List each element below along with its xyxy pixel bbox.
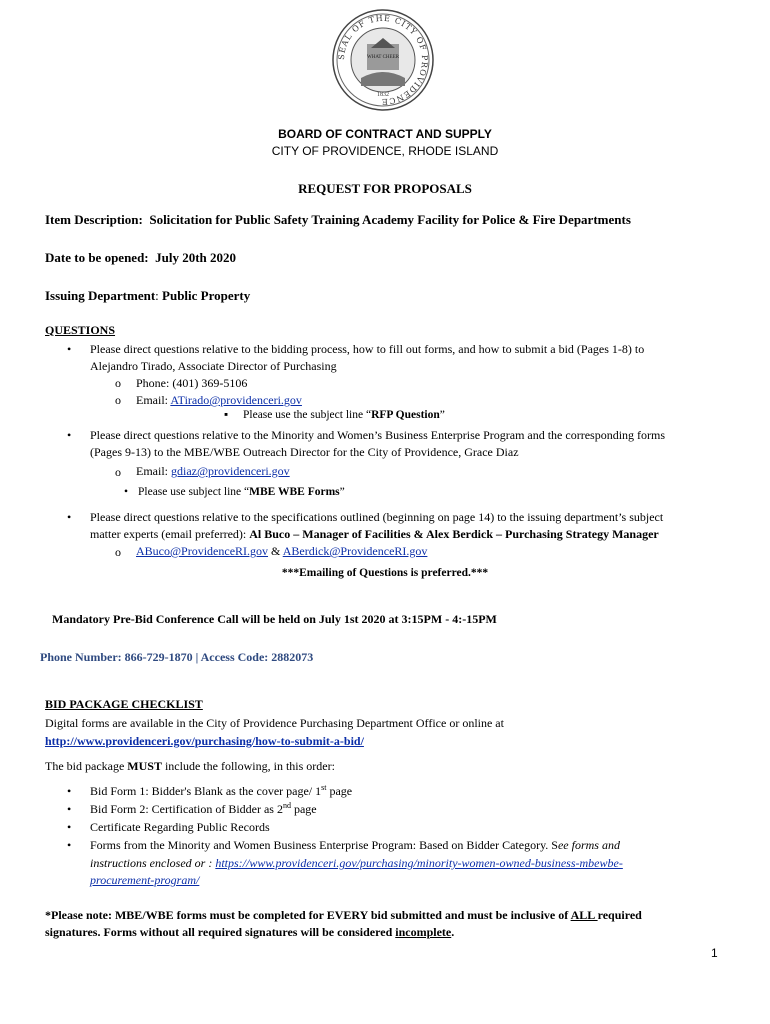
conference-phone: Phone Number: 866-729-1870 | Access Code: 2882073 <box>40 650 314 664</box>
item1-sup: st <box>321 783 327 792</box>
item-description-value: Solicitation for Public Safety Training Academy Facility for Police & Fire Departments <box>149 212 631 227</box>
item-description <box>45 212 631 228</box>
q3-email-line <box>136 544 427 559</box>
square-bullet-icon: • <box>124 486 129 498</box>
bullet-icon: • <box>67 428 72 442</box>
email-link-berdick[interactable]: ABerdick@ProvidenceRI.gov <box>282 544 428 558</box>
subject-mbe-wbe-forms: MBE WBE Forms <box>249 486 340 498</box>
city-heading: CITY OF PROVIDENCE, RHODE ISLAND <box>271 144 499 158</box>
checklist-item-4-line2 <box>90 856 623 871</box>
questions-heading: QUESTIONS <box>45 323 116 337</box>
email-label: Email: <box>136 393 168 407</box>
board-heading: BOARD OF CONTRACT AND SUPPLY <box>278 127 492 141</box>
q1-phone: Phone: (401) 369-5106 <box>136 376 248 390</box>
item4-italic: ee forms and <box>557 838 620 852</box>
q2-line2: (Pages 9-13) to the MBE/WBE Outreach Director for the City of Providence, Grace Diaz <box>90 445 519 459</box>
item2-text: Bid Form 2: Certification of Bidder as 2 <box>90 802 283 816</box>
city-seal <box>331 8 435 112</box>
ampersand: & <box>271 544 281 558</box>
q3-contacts: Al Buco – Manager of Facilities & Alex Berdick – Purchasing Strategy Manager <box>249 527 659 541</box>
checklist-item-4 <box>90 838 620 853</box>
item-description-label: Item Description: <box>45 212 143 227</box>
page-number: 1 <box>711 946 718 960</box>
how-to-submit-link[interactable]: http://www.providenceri.gov/purchasing/how-to-submit-a-bid/ <box>45 734 364 748</box>
circle-bullet-icon: o <box>115 465 121 479</box>
checklist-heading: BID PACKAGE CHECKLIST <box>45 697 203 711</box>
q1-line1: Please direct questions relative to the bidding process, how to fill out forms, and how to submit a bid (Pages 1-8) to <box>90 342 645 356</box>
document-title: REQUEST FOR PROPOSALS <box>298 181 472 196</box>
email-link-tirado[interactable]: ATirado@providenceri.gov <box>170 393 302 407</box>
item1-text: Bid Form 1: Bidder's Blank as the cover page/ 1 <box>90 784 322 798</box>
email-label: Email: <box>136 464 168 478</box>
item4-line2-text: instructions enclosed or : <box>90 856 216 870</box>
subject-line-rfp <box>243 409 445 421</box>
bullet-icon: • <box>67 802 72 816</box>
must-word: MUST <box>127 759 162 773</box>
emailing-preferred-note: ***Emailing of Questions is preferred.*** <box>281 567 489 579</box>
q3-line2-pre: matter experts (email preferred): <box>90 527 250 541</box>
circle-bullet-icon: o <box>115 545 121 559</box>
checklist-item-2 <box>90 802 317 817</box>
department-label: Issuing Department <box>45 288 156 303</box>
mbe-wbe-program-link[interactable]: https://www.providenceri.gov/purchasing/minority-women-owned-business-mbewbe- <box>215 856 623 870</box>
note-line2 <box>45 925 454 940</box>
must-include <box>45 759 335 774</box>
q2-line1: Please direct questions relative to the Minority and Women’s Business Enterprise Program and the corresponding forms <box>90 428 666 442</box>
q3-line2 <box>90 527 659 542</box>
checklist-item-1 <box>90 784 352 799</box>
q2-email-line <box>136 464 290 479</box>
item2-post: page <box>290 802 317 816</box>
bullet-icon: • <box>67 510 72 524</box>
conference-notice: Mandatory Pre-Bid Conference Call will be held on July 1st 2020 at 3:15PM - 4:-15PM <box>52 612 497 626</box>
bullet-icon: • <box>67 820 72 834</box>
square-bullet-icon: ▪ <box>224 409 229 421</box>
subject-post: ” <box>439 409 445 421</box>
note-line1 <box>45 908 642 923</box>
subject-post: ” <box>339 486 345 498</box>
seal-ring-text: SEAL OF THE CITY OF PROVIDENCE <box>336 13 430 107</box>
date-label: Date to be opened: <box>45 250 149 265</box>
subject-pre: Please use the subject line “ <box>243 409 372 421</box>
checklist-intro: Digital forms are available in the City of Providence Purchasing Department Office or online at <box>45 716 504 730</box>
subject-line-mbe <box>138 486 345 498</box>
item2-sup: nd <box>282 801 291 810</box>
seal-motto: WHAT CHEER <box>367 55 399 60</box>
bullet-icon: • <box>67 784 72 798</box>
email-link-buco[interactable]: ABuco@ProvidenceRI.gov <box>136 544 269 558</box>
subject-rfp-question: RFP Question <box>371 409 440 421</box>
circle-bullet-icon: o <box>115 376 121 390</box>
subject-pre: Please use subject line “ <box>138 486 250 498</box>
email-link-diaz[interactable]: gdiaz@providenceri.gov <box>171 464 290 478</box>
note2-post: . <box>451 925 455 939</box>
item4-text: Forms from the Minority and Women Business Enterprise Program: Based on Bidder Category. S <box>90 838 558 852</box>
note1-all: ALL <box>570 908 598 922</box>
q3-line1: Please direct questions relative to the specifications outlined (beginning on page 14) to the issuing department’s subject <box>90 510 664 524</box>
note2-incomplete: incomplete <box>395 925 452 939</box>
q1-email-line <box>136 393 302 408</box>
bullet-icon: • <box>67 838 72 852</box>
must-pre: The bid package <box>45 759 128 773</box>
seal-year: 1832 <box>377 92 389 98</box>
note1-post: required <box>597 908 642 922</box>
note1-text: *Please note: MBE/WBE forms must be completed for EVERY bid submitted and must be inclusive of <box>45 908 571 922</box>
item1-post: page <box>326 784 353 798</box>
must-post: include the following, in this order: <box>161 759 335 773</box>
mbe-wbe-program-link-cont[interactable]: procurement-program/ <box>90 873 200 887</box>
date-opened <box>45 250 236 266</box>
issuing-department: Issuing Department: Public Property <box>45 288 251 303</box>
q1-line2: Alejandro Tirado, Associate Director of Purchasing <box>90 359 337 373</box>
circle-bullet-icon: o <box>115 393 121 407</box>
note2-text: signatures. Forms without all required signatures will be considered <box>45 925 396 939</box>
date-value: July 20th 2020 <box>155 250 237 265</box>
department-value: Public Property <box>162 288 251 303</box>
checklist-item-3: Certificate Regarding Public Records <box>90 820 270 834</box>
bullet-icon: • <box>67 342 72 356</box>
